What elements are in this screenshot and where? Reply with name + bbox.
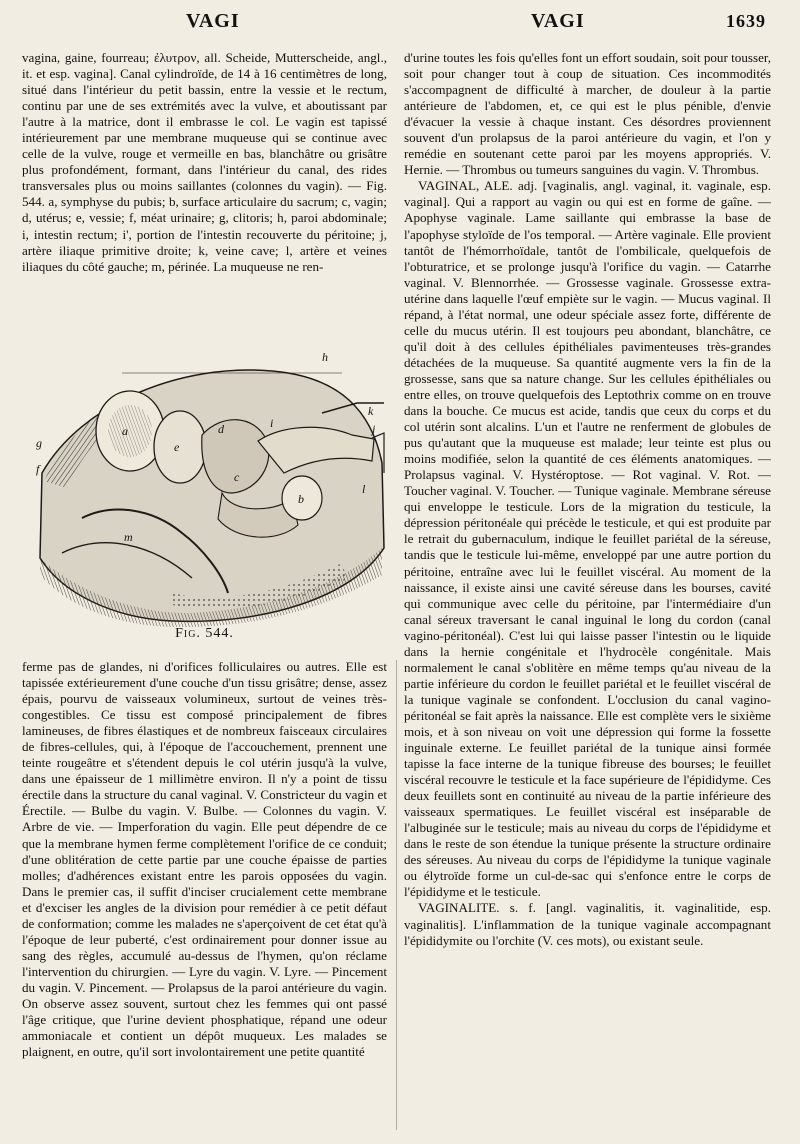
figure-label: m xyxy=(124,530,133,544)
running-head-left: VAGI xyxy=(186,10,240,32)
figure-label: a xyxy=(122,424,128,438)
right-column xyxy=(404,50,771,1140)
paragraph: vagina, gaine, fourreau; ἐλυτρον, all. Scheide, Mutterscheide, angl., it. et esp. vagina]. Canal cylindroïde, de 14 à 16 centimètres de long, situé dans l'intérieur du petit bassin, entre la vessie et le rectum, continu par une de ses extrémités avec la vulve, et aboutissant par l'autre à la matrice, dont il embrasse le col. Le vagin est tapissé intérieurement par une membrane muqueuse qui se continue avec celle de la vulve, rouge et vermeille en bas, blanchâtre ou grisâtre plus profondément, formant, dans l'intérieur du canal, des rides transversales plus ou moins saillantes (colonnes du vagin). — Fig. 544. a, symphyse du pubis; b, surface articulaire du sacrum; c, vagin; d, utérus; e, vessie; f, méat urinaire; g, clitoris; h, paroi abdominale; i, intestin rectum; i', portion de l'intestin recouverte du péritoine; j, artère iliaque primitive droite; k, veine cave; l, artère et veines iliaques du côté gauche; m, périnée. La muqueuse ne ren- xyxy=(22,50,387,274)
paragraph: VAGINALITE. s. f. [angl. vaginalitis, it. vaginalitide, esp. vaginalitis]. L'inflammation de la tunique vaginale accompagnant l'épididymite ou l'orchite (V. ces mots), ou existant seule. xyxy=(404,900,771,948)
figure-label: e xyxy=(174,440,180,454)
figure-label: k xyxy=(368,404,374,418)
figure-label: c xyxy=(234,470,240,484)
figure-label: b xyxy=(298,492,304,506)
figure-label: l xyxy=(362,482,366,496)
paragraph: VAGINAL, ALE. adj. [vaginalis, angl. vaginal, it. vaginale, esp. vaginal]. Qui a rapport au vagin ou qui est en forme de gaîne. — Apophyse vaginale. Lame saillante qui embrasse la base de l'apophyse styloïde de l'os temporal. — Artère vaginale. Elle provient tantôt de l'hémorrhoïdale, tantôt de l'ombilicale, quelquefois de l'obturatrice, et se prolonge jusqu'à l'orifice du vagin. — Catarrhe vaginal. V. Blennorrhée. — Grossesse vaginale. Grossesse extra-utérine dans laquelle l'œuf empiète sur le vagin. — Mucus vaginal. Il répand, à l'état normal, une odeur spéciale assez forte, différente de celle du mucus utérin. Il est toujours peu abondant, blanchâtre, ce qu'il doit à des cellules épithéliales pavimenteuses très-grandes détachées de la muqueuse. Sa quantité augmente vers la fin de la grossesse, sans que sa nature change. Sur les cellules épithéliales ou entre elles, on trouve quelquefois des Leptothrix comme on en trouve dans la bouche. Ce mucus est acide, tandis que ceux du corps et du col utérin sont alcalins. L'un et l'autre ne renferment de globules de pus qu'autant que la muqueuse est malade; leur teinte est plus ou moins modifiée, selon la quantité de ces éléments anatomiques. — Prolapsus vaginal. V. Hystéroptose. — Rot vaginal. V. Rot. — Toucher vaginal. V. Toucher. — Tunique vaginale. Membrane séreuse qui enveloppe le testicule. Lors de la migration du testicule, la dépression péritonéale qui précède le testicule, et qui est produite par le retrait du gubernaculum, indique le feuillet pariétal de la séreuse, tandis que le testicule lui-même, enveloppé par une autre portion du péritoine, entraîne avec lui le feuillet viscéral. Au moment de la naissance, il existe ainsi une cavité séreuse dans les bourses, cavité qui communique avec celle du péritoine, par l'intermédiaire d'un canal séreux traversant le canal inguinal le long du cordon (canal vagino-péritonéal). C'est lui qui laisse passer l'intestin ou le liquide dans la hernie congénitale et l'hydrocèle congénitale. Mais normalement le canal s'oblitère en même temps qu'au niveau de la partie inférieure du cordon le feuillet pariétal et le feuillet viscéral de la tunique vaginale se confondent. L'occlusion du canal vagino-péritonéal se fait après la naissance. Elle est complète vers le sixième mois, et à son niveau on voit une dépression qui forme la fossette inguinale externe. Le feuillet pariétal de la tunique ainsi formée tapisse la face interne de la tunique fibreuse des bourses; le feuillet viscéral recouvre le testicule et la face supérieure de l'épididyme. Ces deux feuillets sont en continuité au niveau de la partie inférieure des vaisseaux spermatiques. Le feuillet viscéral est inséparable de l'albuginée sur le testicule; mais au niveau du corps de l'épididyme et dans le reste de son étendue la tunique présente la structure ordinaire des séreuses. Au niveau du corps de l'épididyme la tunique vaginale ou élytroïde forme un cul-de-sac qui s'enfonce entre le corps de l'épididyme et le testicule. xyxy=(404,178,771,900)
page-number: 1639 xyxy=(726,11,766,31)
figure-label: h xyxy=(322,350,328,364)
figure-label: g xyxy=(36,436,42,450)
column-rule xyxy=(396,660,397,1130)
figure-label: f xyxy=(36,462,40,476)
figure-label: d xyxy=(218,422,224,436)
anatomical-figure xyxy=(22,343,387,633)
figure-label: j xyxy=(372,422,376,436)
figure-label: i xyxy=(270,416,274,430)
left-column-bottom xyxy=(22,659,387,1134)
figure-caption: Fig. 544. xyxy=(175,626,234,641)
paragraph: d'urine toutes les fois qu'elles font un effort soudain, soit pour tousser, soit pour changer tout à coup de situation. Ces incommodités s'accompagnent de difficulté à marcher, de douleur à la partie antérieure de l'abdomen, et, ce qui est le plus pénible, d'envie d'évacuer la vessie à chaque instant. Ces désordres proviennent souvent d'un prolapsus de la paroi antérieure du vagin, et l'on y remédie en soutenant cette paroi par les moyens appropriés. V. Hernie. — Thrombus ou tumeurs sanguines du vagin. V. Thrombus. xyxy=(404,50,771,178)
left-column-top xyxy=(22,50,387,350)
running-head-center: VAGI xyxy=(531,10,585,32)
paragraph: ferme pas de glandes, ni d'orifices folliculaires ou autres. Elle est tapissée extérieurement d'une couche d'un tissu grisâtre; dense, assez épais, pourvu de vaisseaux volumineux, surtout de veines très-congestibles. Ce tissu est composé principalement de fibres lamineuses, de fibres élastiques et de nombreux faisceaux circulaires de fibres-cellules, qui, à l'époque de l'accouchement, prennent une teinte rougeâtre et s'étendent depuis le col utérin jusqu'à la vulve, dans une épaisseur de 1 millimètre environ. Il n'y a point de tissu érectile dans la structure du canal vaginal. V. Constricteur du vagin et Érectile. — Bulbe du vagin. V. Bulbe. — Colonnes du vagin. V. Arbre de vie. — Imperforation du vagin. Elle peut dépendre de ce que la membrane hymen ferme complètement l'orifice de ce conduit; d'une oblitération de cette partie par une couche épaisse de parties molles; d'adhérences existant entre les parois opposées du vagin. Dans le premier cas, il suffit d'inciser crucialement cette membrane et d'exciser les angles de la division pour remédier à ce petit défaut de conformation; comme les malades ne s'aperçoivent de cet état qu'à l'époque de leur puberté, c'est ordinairement pour donner issue au sang des règles, accumulé au-dessus de l'hymen, qu'on réclame l'intervention du chirurgien. — Lyre du vagin. V. Lyre. — Pincement du vagin. V. Pincement. — Prolapsus de la paroi antérieure du vagin. On observe assez souvent, surtout chez les femmes qui ont passé l'âge critique, que l'urine devient phosphatique, répand une odeur ammoniacale et contient un dépôt muqueux. Les malades se plaignent, en outre, qu'il sort involontairement une petite quantité xyxy=(22,659,387,1060)
